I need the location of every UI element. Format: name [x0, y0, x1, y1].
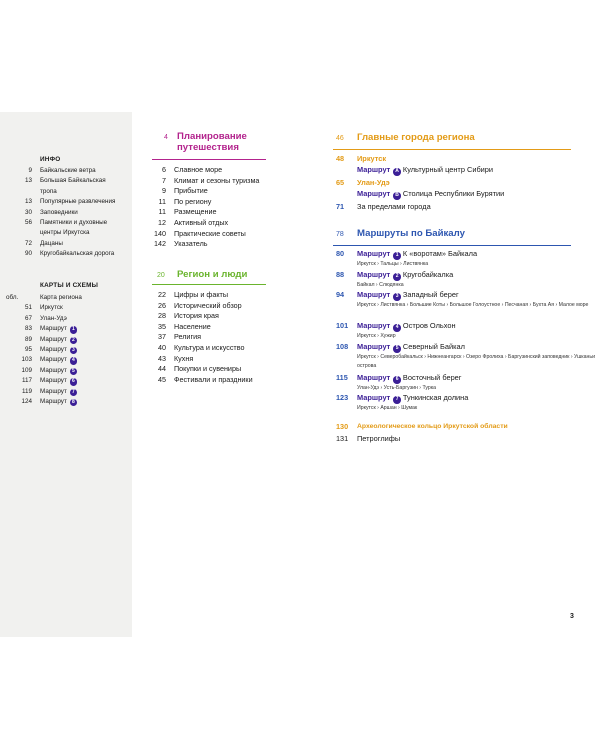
- region-item-label: Цифры и факты: [174, 290, 229, 299]
- route-line: [357, 321, 456, 332]
- sidebar: [0, 112, 132, 637]
- planning-item-page: 11: [158, 207, 166, 217]
- region-page-num: 20: [157, 272, 165, 279]
- route-stops: Иркутск › Северобайкальск › Нижнеангарск › Озеро Фролиха › Баргузинский заповедник › Ушканьи острова: [357, 354, 596, 369]
- route-label: Восточный берег: [402, 373, 462, 382]
- info-item-label: Большая Байкальская: [40, 177, 106, 185]
- region-item-page: 44: [158, 364, 166, 374]
- route-page-num: 88: [336, 270, 345, 279]
- route-label: Западный берег: [402, 290, 459, 299]
- region-rule: [152, 284, 266, 285]
- info-item-page: 30: [24, 208, 32, 216]
- map-item-label: Маршрут: [40, 377, 67, 385]
- info-item: [0, 249, 132, 259]
- region-item-page: 45: [158, 374, 166, 384]
- info-item-page: 13: [24, 177, 32, 185]
- region-item-page: 22: [158, 290, 166, 299]
- info-item-label: Дацаны: [40, 239, 63, 247]
- planning-item-page: 142: [154, 239, 166, 249]
- route-word: Маршрут: [357, 290, 391, 299]
- info-item: [0, 218, 132, 228]
- route-badge-icon: 7: [393, 396, 401, 404]
- route-line: [357, 393, 468, 404]
- planning-item-page: 6: [162, 165, 166, 174]
- planning-list: [144, 165, 274, 250]
- info-item-page: 72: [24, 239, 32, 247]
- map-item-page: 103: [21, 356, 32, 364]
- region-item-label: Население: [174, 321, 211, 331]
- info-item-label: тропа: [40, 187, 57, 195]
- map-item: [0, 303, 132, 313]
- cities-page-num: 46: [336, 135, 344, 142]
- map-item-label-wrap: [40, 397, 77, 407]
- route-badge-icon: 1: [393, 252, 401, 260]
- map-item: [0, 335, 132, 345]
- info-item-label: Памятники и духовные: [40, 218, 108, 226]
- page-number: 3: [570, 613, 574, 620]
- route-word: Маршрут: [357, 393, 391, 402]
- info-item-label: Байкальские ветра: [40, 167, 96, 174]
- maps-list: [0, 293, 132, 407]
- outside-label: За пределами города: [357, 202, 431, 211]
- map-item-page: 109: [21, 366, 32, 374]
- map-item-label-wrap: [40, 376, 77, 386]
- route-stops: Иркутск › Тальцы › Листвянка: [357, 261, 429, 267]
- region-item: [144, 343, 274, 354]
- map-item-label: Маршрут: [40, 366, 67, 374]
- route-page-num: 101: [336, 321, 349, 330]
- info-item: [0, 187, 132, 197]
- planning-item-label: Славное море: [174, 165, 223, 174]
- route-word: Маршрут: [357, 165, 391, 174]
- region-item-page: 35: [158, 321, 166, 331]
- routes-page-num: 78: [336, 231, 344, 238]
- route-badge-icon: 4: [70, 357, 78, 365]
- map-item-page: 117: [21, 377, 32, 385]
- info-heading: ИНФО: [40, 156, 61, 163]
- route-label: Тункинская долина: [402, 393, 469, 402]
- route-badge-icon: 2: [393, 273, 401, 281]
- region-item: [144, 311, 274, 322]
- planning-title-line1: Планирование: [177, 131, 247, 142]
- info-item-page: 56: [24, 218, 32, 226]
- map-item-label-wrap: [40, 387, 77, 397]
- route-badge-icon: B: [395, 192, 399, 198]
- info-item: [0, 197, 132, 207]
- info-item: [0, 176, 132, 186]
- planning-item: [144, 229, 274, 240]
- route-badge-icon: 8: [70, 399, 78, 407]
- planning-item-label: Указатель: [174, 239, 208, 249]
- map-item: [0, 397, 132, 407]
- info-item-page: 9: [28, 167, 32, 174]
- map-item: [0, 355, 132, 365]
- route-page-num: 123: [336, 393, 349, 402]
- planning-rule: [152, 159, 266, 160]
- map-item: [0, 366, 132, 376]
- route-page-num: 80: [336, 249, 345, 258]
- route-word: Маршрут: [357, 270, 391, 279]
- route-badge-icon: 5: [393, 345, 401, 353]
- info-item: [0, 166, 132, 176]
- route-label: К «воротам» Байкала: [402, 249, 478, 258]
- map-item-label-wrap: [40, 314, 67, 324]
- planning-item: [144, 197, 274, 208]
- petro-page-num: 131: [336, 434, 349, 443]
- map-item-label-wrap: [40, 345, 77, 355]
- info-item-label: Кругобайкальская дорога: [40, 250, 115, 258]
- region-item-label: История края: [174, 311, 219, 321]
- info-item-label: центры Иркутска: [40, 229, 90, 237]
- irkutsk-route-label: Культурный центр Сибири: [402, 165, 494, 174]
- route-badge-icon: A: [395, 168, 399, 174]
- info-item-page: 13: [24, 198, 32, 206]
- planning-item: [144, 239, 274, 250]
- region-item-label: Культура и искусство: [174, 342, 245, 352]
- region-item-label: Религия: [174, 332, 201, 342]
- map-item-label: Маршрут: [40, 387, 67, 395]
- ring-page-num: 130: [336, 422, 349, 431]
- route-badge-icon: 7: [70, 389, 78, 397]
- map-item: [0, 345, 132, 355]
- map-item-label: Маршрут: [40, 325, 67, 333]
- planning-item: [144, 186, 274, 197]
- ulanude-route-line: [357, 189, 504, 200]
- ulanude-route-label: Столица Республики Бурятии: [402, 189, 505, 198]
- region-item-page: 26: [158, 300, 166, 310]
- region-title: Регион и люди: [177, 269, 248, 280]
- planning-item-label: Климат и сезоны туризма: [174, 175, 260, 185]
- map-item-page: 51: [24, 304, 32, 312]
- irkutsk-name: Иркутск: [357, 154, 387, 163]
- region-item-page: 40: [158, 342, 166, 352]
- route-badge-icon: 6: [70, 378, 78, 386]
- region-item: [144, 375, 274, 386]
- irkutsk-page-num: 48: [336, 154, 345, 163]
- planning-item-label: Активный отдых: [174, 217, 229, 227]
- region-item: [144, 301, 274, 312]
- planning-item: [144, 165, 274, 176]
- route-badge-icon: 3: [393, 293, 401, 301]
- route-stops: Улан-Удэ › Усть-Баргузин › Турка: [357, 385, 437, 391]
- route-line: [357, 342, 465, 353]
- planning-title-line2: путешествия: [177, 142, 239, 153]
- map-item-page: 89: [24, 335, 32, 343]
- planning-item-label: Практические советы: [174, 228, 246, 238]
- planning-item-page: 7: [162, 175, 166, 185]
- region-item-label: Фестивали и праздники: [174, 374, 253, 384]
- map-item: [0, 324, 132, 334]
- planning-item-page: 11: [158, 196, 166, 206]
- map-item-page: 83: [24, 325, 32, 333]
- route-page-num: 108: [336, 342, 349, 351]
- region-item: [144, 322, 274, 333]
- region-item-label: Кухня: [174, 353, 194, 363]
- route-stops: Иркутск › Листвянка › Большие Коты › Большое Голоустное › Песчаная › Бухта Ая › Малое море: [357, 302, 589, 308]
- planning-item-page: 140: [154, 228, 166, 238]
- ulanude-page-num: 65: [336, 178, 345, 187]
- region-item-label: Исторический обзор: [174, 300, 242, 310]
- map-item-label-wrap: [40, 366, 77, 376]
- region-item: [144, 290, 274, 301]
- region-item: [144, 332, 274, 343]
- info-item-label: Заповедники: [40, 208, 78, 216]
- map-item-label: Карта региона: [40, 294, 82, 301]
- petro-label: Петроглифы: [357, 434, 401, 443]
- route-badge-icon: 5: [70, 368, 78, 376]
- info-item: [0, 239, 132, 249]
- route-label: Северный Байкал: [402, 342, 465, 351]
- route-word: Маршрут: [357, 373, 391, 382]
- routes-title: Маршруты по Байкалу: [357, 228, 465, 239]
- route-line: [357, 270, 453, 281]
- planning-title: [177, 131, 247, 153]
- map-item-page: 95: [24, 345, 32, 353]
- info-list: [0, 166, 132, 260]
- ulanude-name: Улан-Удэ: [357, 178, 390, 187]
- info-item-label: Популярные развлечения: [40, 198, 116, 206]
- route-page-num: 115: [336, 373, 348, 382]
- route-line: [357, 373, 462, 384]
- route-badge-icon: 4: [393, 324, 401, 332]
- map-item-label: Маршрут: [40, 397, 67, 405]
- region-list: [144, 290, 274, 385]
- info-item: [0, 208, 132, 218]
- info-item-page: 90: [24, 250, 32, 258]
- routes-rule: [333, 245, 571, 246]
- map-item: [0, 293, 132, 303]
- map-item-page: 124: [21, 397, 32, 405]
- irkutsk-route-line: [357, 165, 493, 176]
- cities-rule: [333, 149, 571, 150]
- cities-title: Главные города региона: [357, 132, 475, 143]
- planning-item-page: 9: [162, 186, 166, 196]
- map-item-label: Маршрут: [40, 356, 67, 364]
- region-item: [144, 364, 274, 375]
- map-item-page: обл.: [6, 294, 19, 301]
- map-item: [0, 387, 132, 397]
- region-item-label: Покупки и сувениры: [174, 364, 242, 374]
- map-item-label-wrap: [40, 303, 63, 313]
- map-item-page: 67: [24, 314, 32, 322]
- route-page-num: 94: [336, 290, 345, 299]
- planning-item: [144, 218, 274, 229]
- map-item-label: Иркутск: [40, 304, 63, 312]
- info-item: [0, 228, 132, 238]
- region-item-page: 43: [158, 353, 166, 363]
- route-word: Маршрут: [357, 249, 391, 258]
- route-label: Остров Ольхон: [402, 321, 456, 330]
- map-item-label-wrap: [40, 324, 77, 334]
- route-stops: Байкал › Слюдянка: [357, 282, 404, 288]
- map-item-label: Маршрут: [40, 345, 67, 353]
- planning-item: [144, 176, 274, 187]
- planning-item-label: По региону: [174, 196, 212, 206]
- map-item-label-wrap: [40, 335, 77, 345]
- region-item: [144, 354, 274, 365]
- map-item: [0, 376, 132, 386]
- maps-heading: КАРТЫ И СХЕМЫ: [40, 282, 99, 289]
- route-stops: Иркутск › Аршан › Шумак: [357, 405, 418, 411]
- route-word: Маршрут: [357, 342, 391, 351]
- ring-title: Археологическое кольцо Иркутской области: [357, 423, 508, 430]
- route-badge-icon: 6: [393, 376, 401, 384]
- map-item-label: Улан-Удэ: [40, 314, 67, 322]
- planning-item: [144, 207, 274, 218]
- planning-page-num: 4: [164, 134, 168, 141]
- map-item-label: Маршрут: [40, 335, 67, 343]
- route-badge-icon: 1: [70, 326, 78, 334]
- route-line: [357, 290, 459, 301]
- planning-item-label: Размещение: [174, 207, 217, 217]
- map-item-label-wrap: [40, 355, 77, 365]
- region-item-page: 37: [158, 332, 166, 342]
- map-item-label-wrap: [40, 293, 82, 303]
- route-badge-icon: 3: [70, 347, 78, 355]
- planning-item-page: 12: [158, 217, 166, 227]
- route-stops: Иркутск › Хужир: [357, 333, 396, 339]
- route-badge-icon: 2: [70, 337, 78, 345]
- outside-page-num: 71: [336, 202, 345, 211]
- route-word: Маршрут: [357, 189, 391, 198]
- map-item: [0, 314, 132, 324]
- map-item-page: 119: [21, 387, 32, 395]
- route-word: Маршрут: [357, 321, 391, 330]
- planning-item-label: Прибытие: [174, 186, 208, 196]
- region-item-page: 28: [158, 311, 166, 321]
- route-label: Кругобайкалка: [402, 270, 454, 279]
- route-line: [357, 249, 477, 260]
